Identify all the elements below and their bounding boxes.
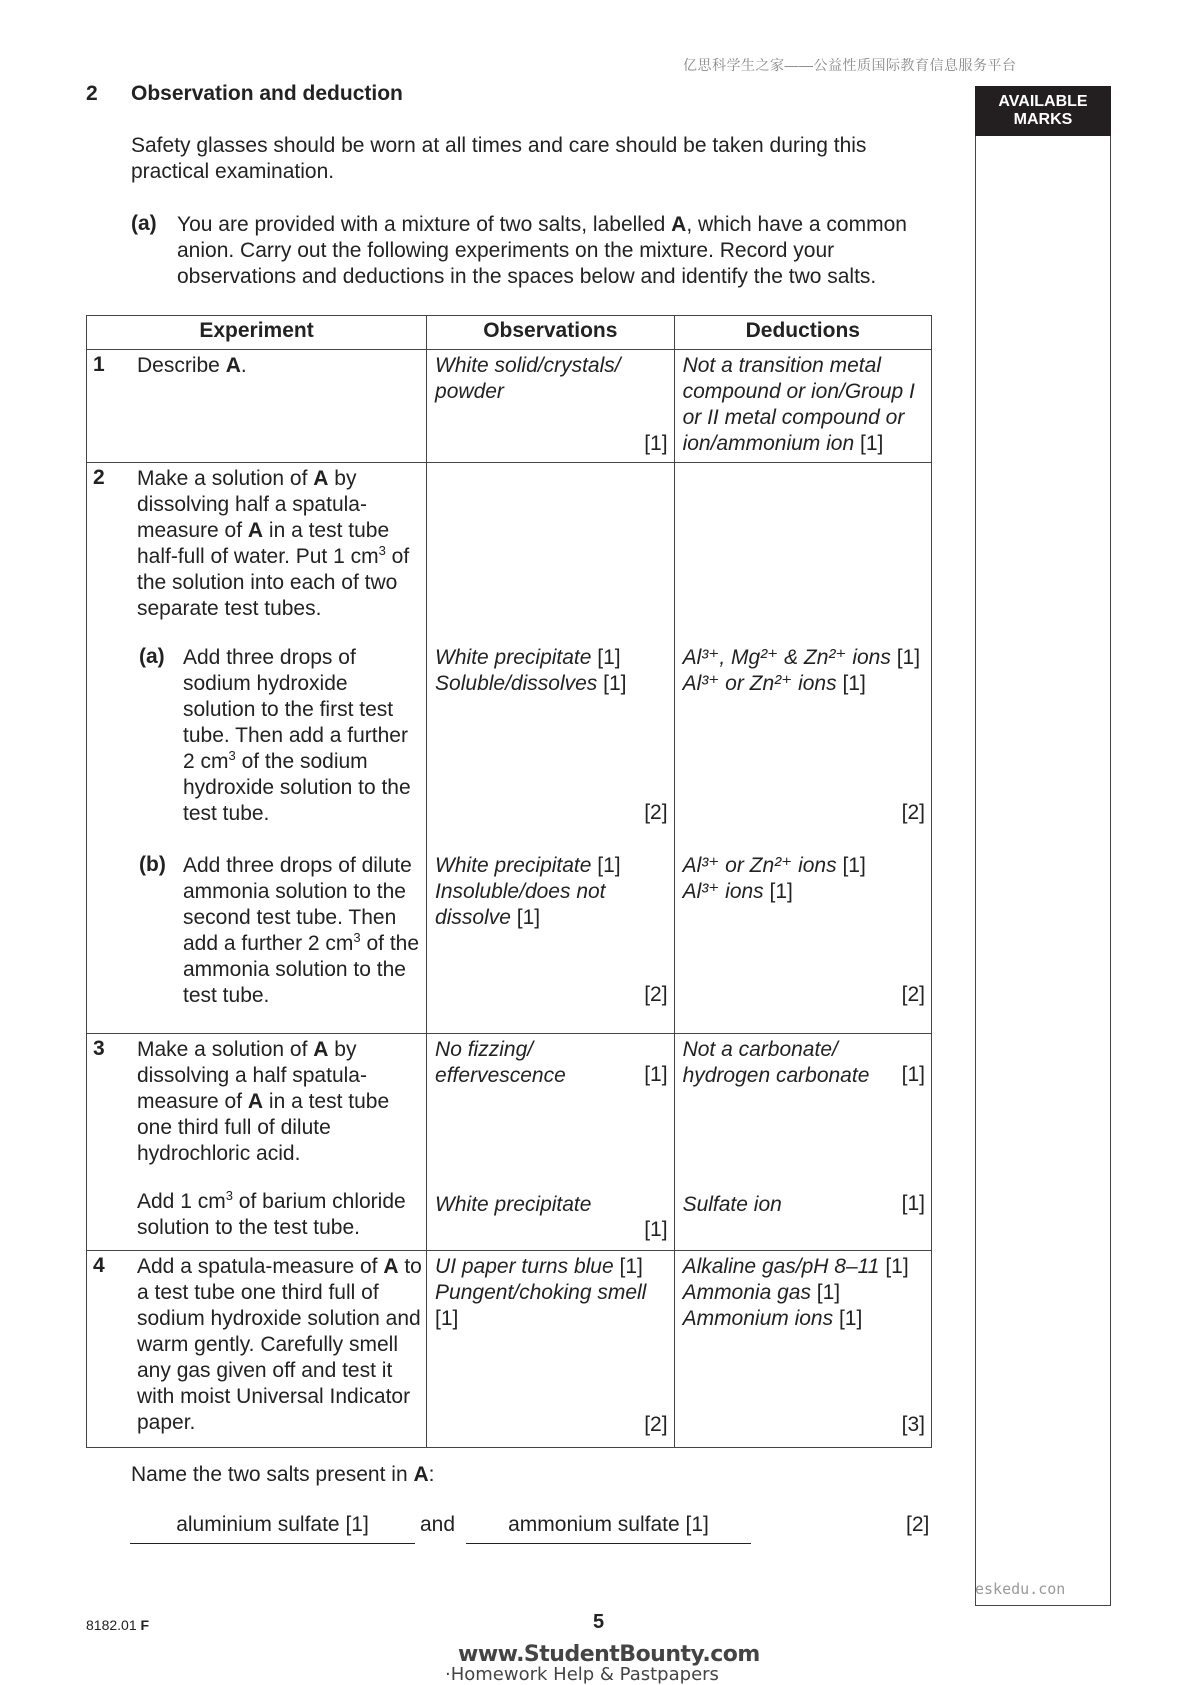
experiment-cell <box>87 1034 427 1251</box>
header-deductions: Deductions <box>674 316 931 350</box>
deduction-cell <box>674 1251 931 1448</box>
experiment-number: 1 <box>93 353 105 376</box>
sub-part-b-label: (b) <box>139 853 166 876</box>
mark: [2] <box>644 983 668 1006</box>
deduction-text: Alkaline gas/pH 8–11 [1] Ammonia gas [1] Ammonium ions [1] <box>682 1255 909 1330</box>
observation-text: White solid/crystals/ powder <box>435 354 621 403</box>
deduction-cell <box>674 350 931 463</box>
sub-part-a-label: (a) <box>139 645 165 668</box>
question-title: Observation and deduction <box>131 82 403 105</box>
safety-notice: Safety glasses should be worn at all times and care should be taken during this practical examination. <box>131 134 867 183</box>
deduction-text: Not a transition metal compound or ion/Group I or II metal compound or ion/ammonium ion [1] <box>682 354 915 455</box>
observation-text: White precipitate [1] Soluble/dissolves [1] <box>435 646 627 695</box>
header-observations: Observations <box>427 316 675 350</box>
watermark-text: eskedu.con <box>975 1580 1066 1598</box>
name-salts-mark: [2] <box>906 1513 930 1536</box>
experiment-cell <box>87 463 427 1034</box>
mark: [2] <box>644 1413 668 1436</box>
site-tagline: ·Homework Help & Pastpapers <box>445 1664 719 1685</box>
table-row <box>87 350 932 463</box>
observation-cell <box>427 350 675 463</box>
observation-cell <box>427 1034 675 1251</box>
sub-part-a-text: Add three drops of sodium hydroxide solution to the first test tube. Then add a further 2 $cm^3$ of the sodium hydroxide solution to the test tube. <box>183 646 411 825</box>
sub-part-b-text: Add three drops of dilute ammonia solution to the second test tube. Then add a further 2 $cm^3$ of the ammonia solution to the test tube. <box>183 854 420 1007</box>
deduction-text: Sulfate ion <box>682 1193 782 1216</box>
deduction-text: Al³⁺, Mg²⁺ & Zn²⁺ ions [1] Al³⁺ or Zn²⁺ ions [1] <box>682 646 921 695</box>
experiment-number: 4 <box>93 1254 105 1277</box>
and-word: and <box>420 1513 456 1536</box>
mark: [1] <box>644 432 668 455</box>
experiment-number: 2 <box>93 466 105 489</box>
observation-text: White precipitate <box>435 1193 592 1216</box>
question-number: 2 <box>86 82 98 105</box>
part-a-label: (a) <box>131 212 157 235</box>
mark: [2] <box>644 801 668 824</box>
header-watermark-text: 亿思科学生之家——公益性质国际教育信息服务平台 <box>683 57 1017 73</box>
table-row <box>87 463 932 1034</box>
table-row <box>87 1251 932 1448</box>
answer-salt-1: aluminium sulfate [1] <box>130 1513 415 1544</box>
mark: [1] <box>644 1218 668 1241</box>
mark: [1] <box>901 1192 925 1215</box>
mark: [1] <box>644 1063 668 1086</box>
experiment-number: 3 <box>93 1037 105 1060</box>
observation-cell <box>427 463 675 1034</box>
deduction-cell <box>674 1034 931 1251</box>
observation-text: UI paper turns blue [1] Pungent/choking smell [1] <box>435 1255 647 1330</box>
deduction-cell <box>674 463 931 1034</box>
mark: [2] <box>901 801 925 824</box>
observation-text: No fizzing/ effervescence <box>435 1038 566 1087</box>
observation-text: White precipitate [1] Insoluble/does not dissolve [1] <box>435 854 621 929</box>
experiment-cell <box>87 350 427 463</box>
experiment-text: Describe A. <box>137 354 247 377</box>
available-marks-column <box>975 86 1111 1606</box>
name-salts-prompt: Name the two salts present in A: <box>131 1463 435 1486</box>
deduction-text: Al³⁺ or Zn²⁺ ions [1] Al³⁺ ions [1] <box>682 854 866 903</box>
answer-salt-2: ammonium sulfate [1] <box>466 1513 751 1544</box>
part-a-instructions: You are provided with a mixture of two salts, labelled A, which have a common anion. Carry out the following experiments on the mixture. Record your observations and deductions in the spaces below and identify the two salts. <box>177 213 907 288</box>
experiment-table <box>86 315 932 1448</box>
table-header-row <box>87 316 932 350</box>
table-row <box>87 1034 932 1251</box>
experiment-text: Make a solution of A by dissolving a half spatula-measure of A in a test tube one third full of dilute hydrochloric acid. <box>137 1038 390 1165</box>
site-logo-text: www.StudentBounty.com <box>458 1642 760 1667</box>
paper-code: 8182.01 F <box>86 1617 150 1633</box>
experiment-text: Make a solution of A by dissolving half a spatula-measure of A in a test tube half-full of water. Put 1 $cm^3$ of the solution into each of two separate test tubes. <box>137 467 410 620</box>
page-number: 5 <box>593 1611 605 1633</box>
available-marks-header: AVAILABLE MARKS <box>975 86 1111 136</box>
observation-cell <box>427 1251 675 1448</box>
experiment-cell <box>87 1251 427 1448</box>
header-experiment: Experiment <box>87 316 427 350</box>
deduction-text: Not a carbonate/ hydrogen carbonate <box>682 1038 870 1087</box>
mark: [1] <box>901 1063 925 1086</box>
mark: [3] <box>901 1413 925 1436</box>
mark: [2] <box>901 983 925 1006</box>
experiment-text: Add 1 $cm^3$ of barium chloride solution to the test tube. <box>137 1188 406 1239</box>
experiment-text: Add a spatula-measure of A to a test tube one third full of sodium hydroxide solution and warm gently. Carefully smell any gas given off and test it with moist Universal Indicator paper. <box>137 1255 422 1434</box>
